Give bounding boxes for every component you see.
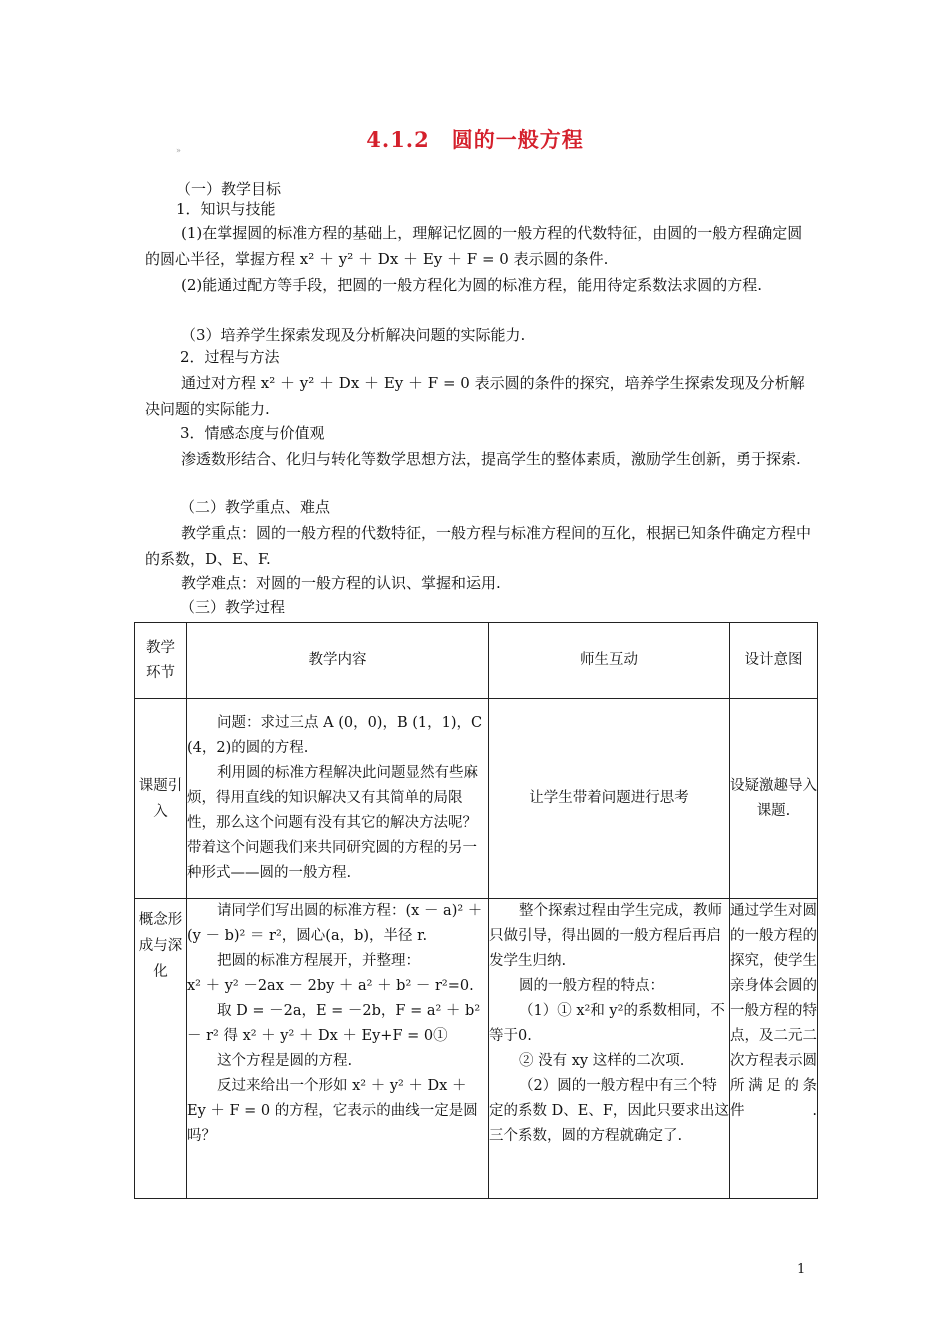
content-cell [187,699,489,899]
content-text: 这个方程是圆的方程. [217,1053,353,1069]
content-text: 利用圆的标准方程解决此问题显然有些麻烦，得用直线的知识解决又有其简单的局限性，那么这个问题有没有其它的解决方法呢？带着这个问题我们来共同研究圆的方程的另一种形式——圆的一般方程. [187,765,478,881]
section-heading-objectives: （一）教学目标 [176,180,282,198]
paragraph-process: 通过对方程 x² ＋ y² ＋ Dx ＋ Ey ＋ F = 0 表示圆的条件的探究，培养学生探索发现及分析解决问题的实际能力. [145,374,805,418]
header-content: 教学内容 [187,623,489,699]
content-text: 反过来给出一个形如 x² ＋ y² ＋ Dx ＋ Ey ＋ F = 0 的方程，它表示的曲线一定是圆吗？ [187,1078,478,1144]
content-text: 取 D = －2a，E = －2b，F = a² ＋ b² － r² 得 x² ＋ y² ＋ Dx ＋ Ey+F = 0① [187,1003,481,1044]
header-interaction: 师生互动 [489,623,730,699]
interaction-text: （2）圆的一般方程中有三个特定的系数 D、E、F，因此只要求出这三个系数，圆的方程就确定了. [489,1078,729,1144]
paragraph-objective-1: (1)在掌握圆的标准方程的基础上，理解记忆圆的一般方程的代数特征，由圆的一般方程确定圆的圆心半径，掌握方程 x² ＋ y² ＋ Dx ＋ Ey ＋ F = 0 表示圆的条件. [145,224,803,268]
interaction-cell: 让学生带着问题进行思考 [489,699,730,899]
content-cell [187,899,489,1199]
paragraph-objective-3: （3）培养学生探索发现及分析解决问题的实际能力. [181,326,526,344]
header-stage: 教学环节 [135,623,187,699]
interaction-text: 整个探索过程由学生完成，教师只做引导，得出圆的一般方程后再启发学生归纳. [489,903,722,969]
paragraph-key-point: 教学重点：圆的一般方程的代数特征，一般方程与标准方程间的互化，根据已知条件确定方程中的系数，D、E、F. [145,524,812,568]
section-heading-key-points: （二）教学重点、难点 [180,498,331,516]
subheading-knowledge-skills: 1．知识与技能 [176,200,276,218]
anchor-mark: » [176,146,181,155]
paragraph-attitude: 渗透数形结合、化归与转化等数学思想方法，提高学生的整体素质，激励学生创新，勇于探索. [181,450,801,468]
page-number: 1 [797,1262,806,1277]
subheading-attitude-values: 3．情感态度与价值观 [180,424,325,442]
interaction-text: （1）① x²和 y²的系数相同，不等于0. [489,1003,725,1044]
teaching-process-table [134,622,818,1199]
interaction-cell [489,899,730,1199]
header-intent: 设计意图 [730,623,818,699]
table-header-row [135,623,818,699]
interaction-text: ② 没有 xy 这样的二次项. [519,1053,685,1069]
content-text: 请同学们写出圆的标准方程：(x － a)² ＋ (y － b)² ＝ r²，圆心(a，b)，半径 r. [187,903,483,944]
interaction-text: 圆的一般方程的特点： [519,978,664,994]
stage-cell: 课题引入 [135,699,187,899]
stage-cell: 概念形成与深化 [135,899,187,1199]
intent-cell: 设疑激趣导入课题. [730,699,818,899]
content-text: 问题：求过三点 A (0，0)，B (1，1)，C (4，2)的圆的方程. [187,715,483,756]
paragraph-difficulty: 教学难点：对圆的一般方程的认识、掌握和运用. [181,574,501,592]
content-text: x² ＋ y² －2ax － 2by ＋ a² ＋ b² － r²=0. [187,978,474,994]
content-text: 把圆的标准方程展开，并整理： [217,953,420,969]
intent-cell: 通过学生对圆的一般方程的探究，使学生亲身体会圆的一般方程的特点，及二元二次方程表示圆所满足的条件. [730,899,818,1199]
table-row [135,899,818,1199]
page-title: 4.1.2 圆的一般方程 [366,127,584,152]
section-heading-process: （三）教学过程 [180,598,286,616]
subheading-process-method: 2．过程与方法 [180,348,280,366]
paragraph-objective-2: (2)能通过配方等手段，把圆的一般方程化为圆的标准方程，能用待定系数法求圆的方程. [181,276,763,294]
table-row [135,699,818,899]
